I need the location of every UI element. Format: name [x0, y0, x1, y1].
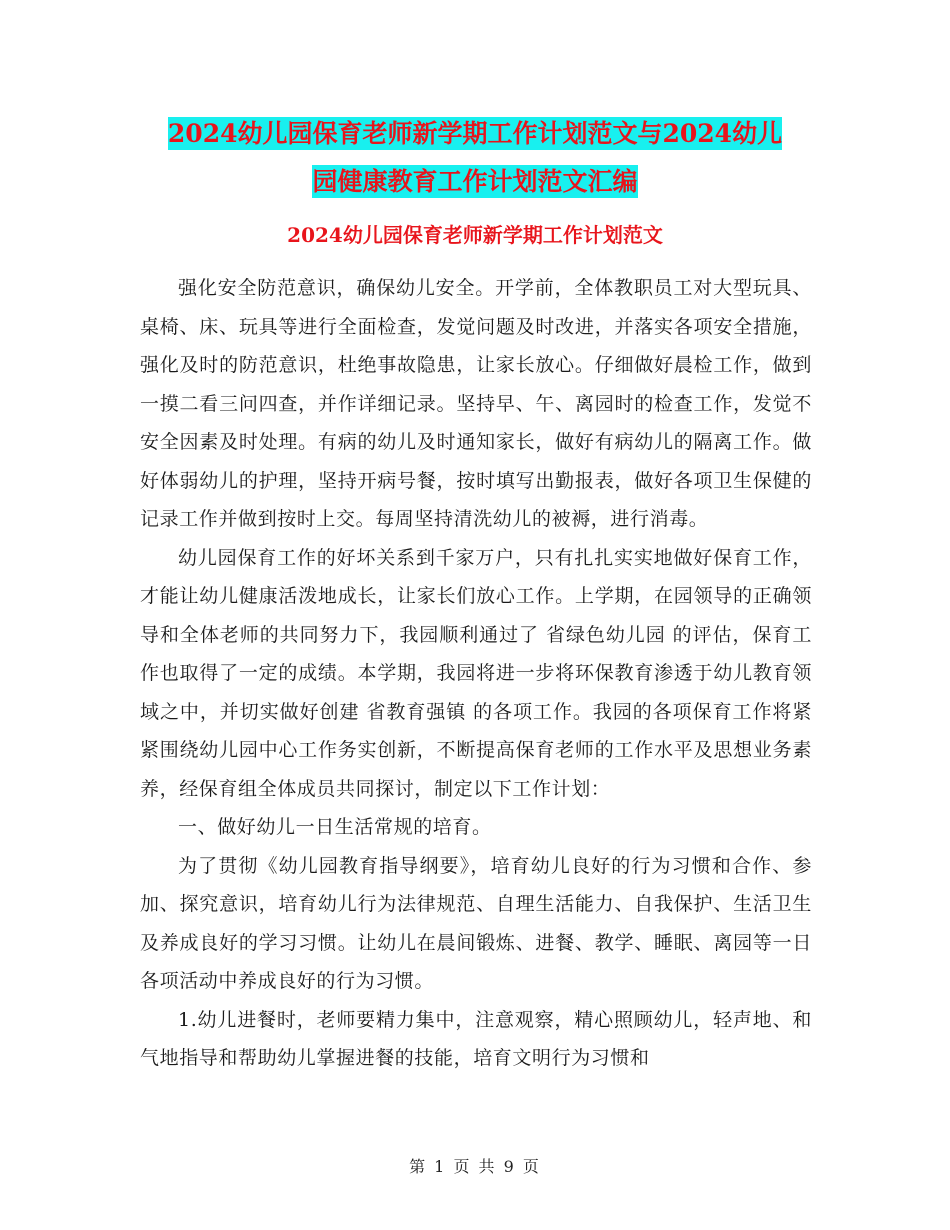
list-item: 1.幼儿进餐时，老师要精力集中，注意观察，精心照顾幼儿，轻声地、和气地指导和帮助幼儿掌握进餐的技能，培育文明行为习惯和 — [140, 1008, 812, 1069]
page-footer: 第 1 页 共 9 页 — [409, 1157, 541, 1176]
title-line-2: 园健康教育工作计划范文汇编 — [312, 167, 638, 196]
document-title — [130, 110, 820, 206]
section-title: 2024幼儿园保育老师新学期工作计划范文 — [287, 223, 663, 247]
section-heading: 一、做好幼儿一日生活常规的培育。 — [178, 816, 492, 838]
paragraph: 幼儿园保育工作的好坏关系到千家万户，只有扎扎实实地做好保育工作，才能让幼儿健康活泼地成长，让家长们放心工作。上学期，在园领导的正确领导和全体老师的共同努力下，我园顺利通过了 省绿色幼儿园 的评估，保育工作也取得了一定的成绩。本学期，我园将进一步将环保教育渗透于幼儿教育领域之中，并切实做好创建 省教育强镇 的各项工作。我园的各项保育工作将紧紧围绕幼儿园中心工作务实创新，不断提高保育老师的工作水平及思想业务素养，经保育组全体成员共同探讨，制定以下工作计划： — [140, 546, 812, 800]
title-line-1: 2024幼儿园保育老师新学期工作计划范文与2024幼儿 — [167, 119, 783, 148]
paragraph: 强化安全防范意识，确保幼儿安全。开学前，全体教职员工对大型玩具、桌椅、床、玩具等进行全面检查，发觉问题及时改进，并落实各项安全措施，强化及时的防范意识，杜绝事故隐患，让家长放心。仔细做好晨检工作，做到一摸二看三问四查，并作详细记录。坚持早、午、离园时的检查工作，发觉不安全因素及时处理。有病的幼儿及时通知家长，做好有病幼儿的隔离工作。做好体弱幼儿的护理，坚持开病号餐，按时填写出勤报表，做好各项卫生保健的记录工作并做到按时上交。每周坚持清洗幼儿的被褥，进行消毒。 — [140, 277, 812, 530]
paragraph: 为了贯彻《幼儿园教育指导纲要》，培育幼儿良好的行为习惯和合作、参加、探究意识，培育幼儿行为法律规范、自理生活能力、自我保护、生活卫生及养成良好的学习习惯。让幼儿在晨间锻炼、进餐、教学、睡眠、离园等一日各项活动中养成良好的行为习惯。 — [140, 854, 812, 992]
document-body — [140, 269, 812, 1078]
